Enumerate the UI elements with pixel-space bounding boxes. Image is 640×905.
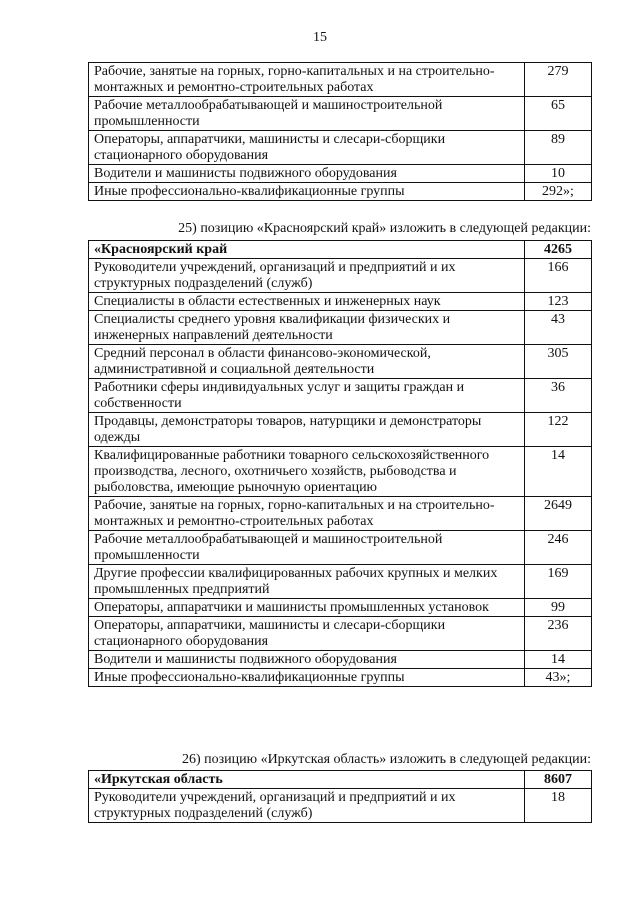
row-label: «Красноярский край <box>89 241 525 259</box>
row-label: Водители и машинисты подвижного оборудования <box>89 165 525 183</box>
row-value: 14 <box>525 651 592 669</box>
row-value: 246 <box>525 531 592 565</box>
row-label: Средний персонал в области финансово-экономической, административной и социальной деятельности <box>89 345 525 379</box>
row-label: Квалифицированные работники товарного сельскохозяйственного производства, лесного, охотничьего хозяйств, рыбоводства и рыболовства, имеющие рыночную ориентацию <box>89 447 525 497</box>
table-row <box>89 63 592 97</box>
table-header-row <box>89 771 592 789</box>
row-value: 166 <box>525 259 592 293</box>
table-row <box>89 131 592 165</box>
row-label: Иные профессионально-квалификационные группы <box>89 183 525 201</box>
row-label: Работники сферы индивидуальных услуг и защиты граждан и собственности <box>89 379 525 413</box>
row-label: Операторы, аппаратчики, машинисты и слесари-сборщики стационарного оборудования <box>89 617 525 651</box>
row-value: 89 <box>525 131 592 165</box>
instruction-item-26: 26) позицию «Иркутская область» изложить в следующей редакции: <box>181 752 591 767</box>
table-row <box>89 669 592 687</box>
row-value: 18 <box>525 789 592 823</box>
row-label: Рабочие металлообрабатывающей и машиностроительной промышленности <box>89 97 525 131</box>
row-value: 99 <box>525 599 592 617</box>
row-value: 8607 <box>525 771 592 789</box>
table-row <box>89 97 592 131</box>
table-row <box>89 413 592 447</box>
table-row <box>89 447 592 497</box>
row-value: 2649 <box>525 497 592 531</box>
row-label: Другие профессии квалифицированных рабочих крупных и мелких промышленных предприятий <box>89 565 525 599</box>
table-row <box>89 789 592 823</box>
table-row <box>89 565 592 599</box>
table-header-row <box>89 241 592 259</box>
table-row <box>89 293 592 311</box>
row-label: Рабочие, занятые на горных, горно-капитальных и на строительно-монтажных и ремонтно-строительных работах <box>89 63 525 97</box>
row-label: Специалисты в области естественных и инженерных наук <box>89 293 525 311</box>
row-label: Руководители учреждений, организаций и предприятий и их структурных подразделений (служб) <box>89 789 525 823</box>
table-row <box>89 183 592 201</box>
row-label: Водители и машинисты подвижного оборудования <box>89 651 525 669</box>
row-value: 4265 <box>525 241 592 259</box>
table-krasnoyarsk <box>88 240 592 687</box>
table-row <box>89 651 592 669</box>
row-value: 43»; <box>525 669 592 687</box>
table-irkutsk <box>88 770 592 823</box>
table-row <box>89 379 592 413</box>
row-label: Руководители учреждений, организаций и предприятий и их структурных подразделений (служб) <box>89 259 525 293</box>
table-row <box>89 345 592 379</box>
page-number: 15 <box>313 30 327 45</box>
table-row <box>89 497 592 531</box>
row-label: Операторы, аппаратчики и машинисты промышленных установок <box>89 599 525 617</box>
row-label: «Иркутская область <box>89 771 525 789</box>
instruction-item-25: 25) позицию «Красноярский край» изложить в следующей редакции: <box>178 221 591 236</box>
row-label: Продавцы, демонстраторы товаров, натурщики и демонстраторы одежды <box>89 413 525 447</box>
table-row <box>89 617 592 651</box>
row-label: Иные профессионально-квалификационные группы <box>89 669 525 687</box>
table-row <box>89 599 592 617</box>
row-value: 10 <box>525 165 592 183</box>
row-value: 122 <box>525 413 592 447</box>
row-label: Операторы, аппаратчики, машинисты и слесари-сборщики стационарного оборудования <box>89 131 525 165</box>
row-value: 169 <box>525 565 592 599</box>
table-row <box>89 259 592 293</box>
table-row <box>89 311 592 345</box>
table-row <box>89 165 592 183</box>
row-label: Рабочие, занятые на горных, горно-капитальных и на строительно-монтажных и ремонтно-строительных работах <box>89 497 525 531</box>
table-continuation <box>88 62 592 201</box>
row-value: 279 <box>525 63 592 97</box>
row-label: Рабочие металлообрабатывающей и машиностроительной промышленности <box>89 531 525 565</box>
row-value: 36 <box>525 379 592 413</box>
row-value: 292»; <box>525 183 592 201</box>
row-value: 65 <box>525 97 592 131</box>
row-value: 43 <box>525 311 592 345</box>
row-value: 305 <box>525 345 592 379</box>
row-value: 14 <box>525 447 592 497</box>
table-row <box>89 531 592 565</box>
row-label: Специалисты среднего уровня квалификации физических и инженерных направлений деятельности <box>89 311 525 345</box>
row-value: 123 <box>525 293 592 311</box>
row-value: 236 <box>525 617 592 651</box>
